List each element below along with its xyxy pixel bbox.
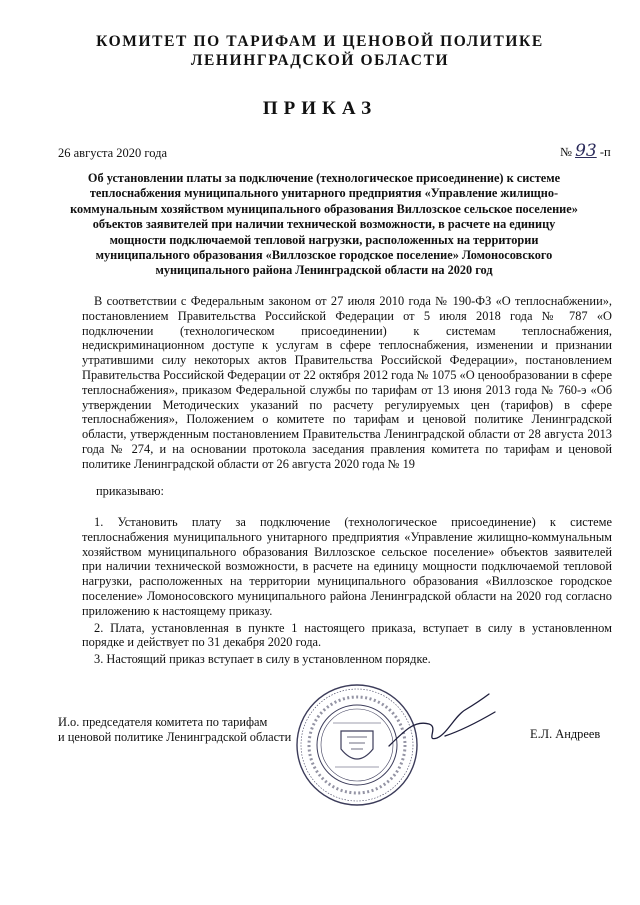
preamble-paragraph: В соответствии с Федеральным законом от 27 июля 2010 года № 190-ФЗ «О теплоснабжении», постановлением Правительства Российской Федерации от 5 июля 2018 года № 787 «О подключении (технологическом присоединении) к системам теплоснабжения, недискриминационном доступе к услугам в сфере теплоснабжения, изменении и признании утратившими силу некоторых актов Правительства Российской Федерации», постановлением Правительства Российской Федерации от 22 октября 2012 года № 1075 «О ценообразовании в сфере теплоснабжения», приказом Федеральной службы по тарифам от 13 июня 2013 года № 760-э «Об утверждении Методических указаний по расчету регулируемых цен (тарифов) в сфере теплоснабжения», Положением о комитете по тарифам и ценовой политике Ленинградской области, утвержденным постановлением Правительства Ленинградской области от 28 августа 2013 года № 274, и на основании протокола заседания правления комитета по тарифам и ценовой политике Ленинградской области от 26 августа 2020 года № 19 [82,294,612,471]
signatory-position-line1: И.о. председателя комитета по тарифам [58,715,268,729]
signatory-position [58,715,291,745]
order-item-2: 2. Плата, установленная в пункте 1 настоящего приказа, вступает в силу в установленном порядке и действует по 31 декабря 2020 года. [82,620,612,650]
number-suffix: -п [599,145,611,159]
order-item-1: 1. Установить плату за подключение (технологическое присоединение) к системе теплоснабжения муниципального унитарного предприятия «Управление жилищно-коммунальным хозяйством муниципального образования Виллозское сельское поселение» объектов заявителей при наличии технической возможности, в расчете на единицу мощности подключаемой тепловой нагрузки, расположенных на территории муниципального образования «Виллозское городское поселение» Ломоносовского муниципального района Ленинградской области на 2020 год согласно приложению к настоящему приказу. [82,515,612,618]
number-handwritten: 93 [575,141,597,161]
order-items [82,515,612,669]
signature-icon [385,690,505,760]
signatory-position-line2: и ценовой политике Ленинградской области [58,730,292,744]
document-title: ПРИКАЗ [262,98,378,119]
organization-header [0,32,640,70]
signatory-name: Е.Л. Андреев [530,727,601,741]
order-word: приказываю: [96,484,164,498]
document-number [560,141,611,161]
organization-name-line1: КОМИТЕТ ПО ТАРИФАМ И ЦЕНОВОЙ ПОЛИТИКЕ [96,33,544,50]
order-item-3: 3. Настоящий приказ вступает в силу в установленном порядке. [94,652,431,667]
document-subject: Об установлении платы за подключение (технологическое присоединение) к системе теплоснабжения муниципального унитарного предприятия «Управление жилищно-коммунальным хозяйством муниципального образования Виллозское сельское поселение» объектов заявителей при наличии технической возможности, в расчете на единицу мощности подключаемой тепловой нагрузки, расположенных на территории муниципального образования «Виллозское городское поселение» Ломоносовского муниципального района Ленинградской области на 2020 год [70,171,578,278]
organization-name-line2: ЛЕНИНГРАДСКОЙ ОБЛАСТИ [190,52,450,69]
document-date: 26 августа 2020 года [58,146,168,160]
number-prefix: № [560,145,572,159]
